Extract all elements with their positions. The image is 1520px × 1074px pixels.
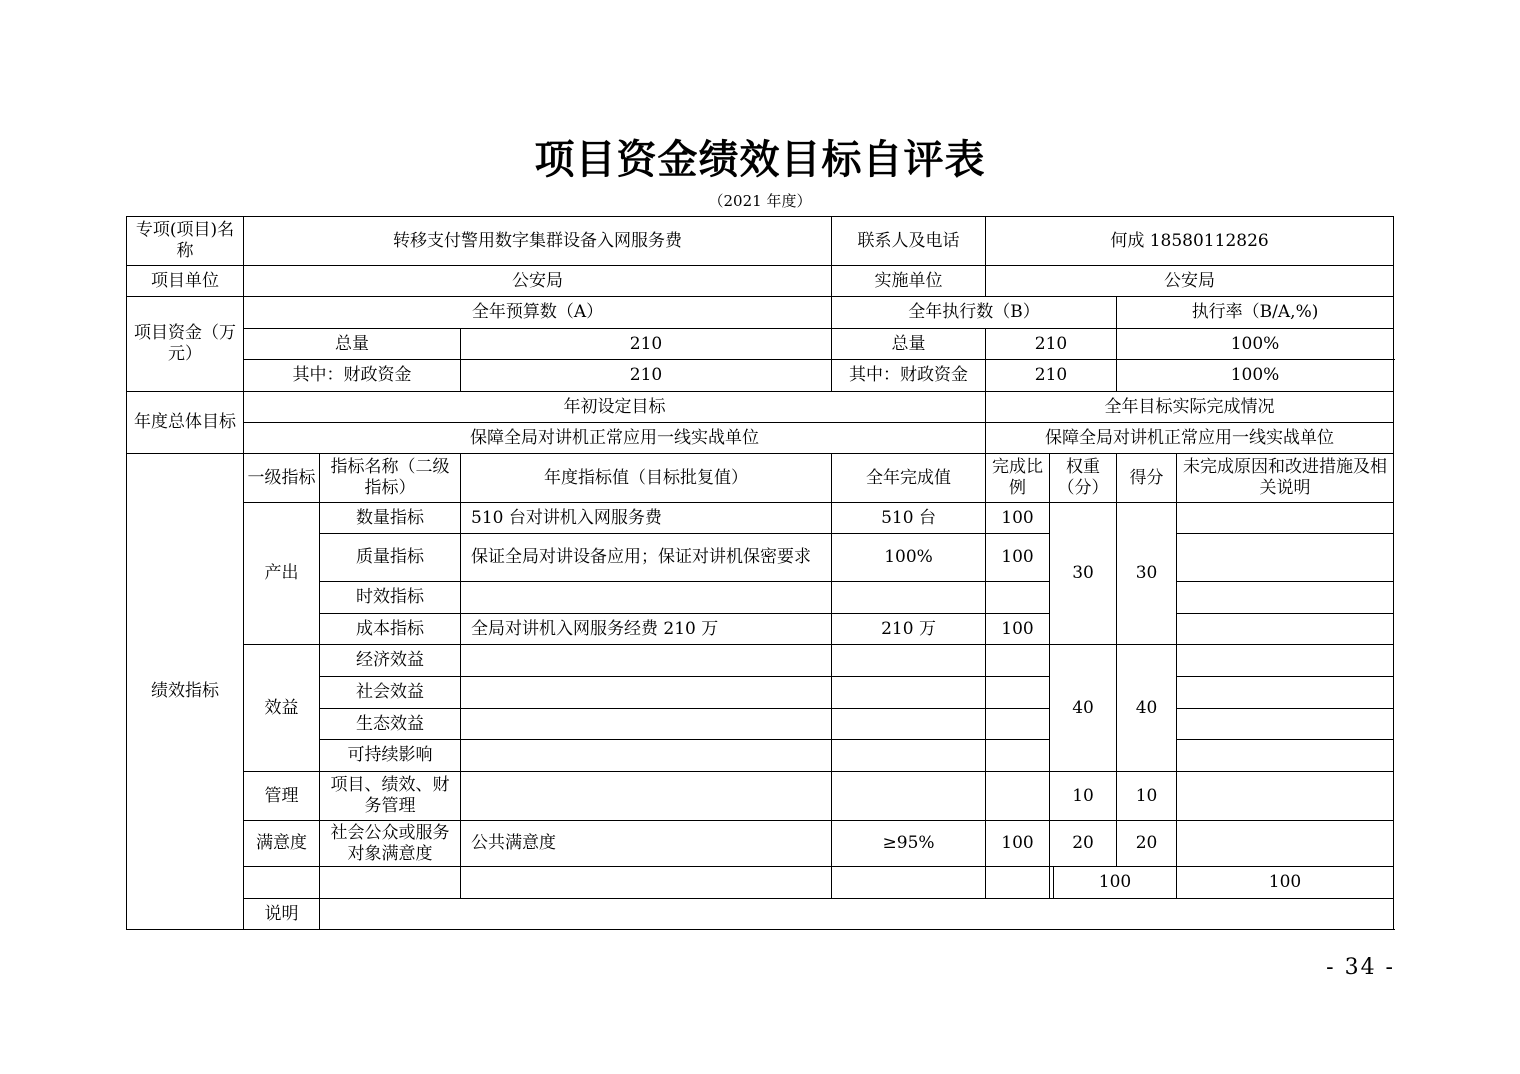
- rate-total-value: 100%: [1117, 329, 1394, 360]
- indicator-note: [1177, 582, 1394, 614]
- indicator-name: 社会效益: [320, 677, 461, 709]
- indicator-note: [1177, 645, 1394, 677]
- remark-value: [320, 899, 1394, 930]
- indicator-target: [461, 772, 832, 821]
- actual-header: 全年完成值: [832, 454, 986, 503]
- score-header: 得分: [1117, 454, 1177, 503]
- ratio-header: 完成比例: [986, 454, 1050, 503]
- page-number: - 34 -: [1326, 955, 1395, 980]
- indicator-note: [1177, 709, 1394, 740]
- management-score: 10: [1117, 772, 1177, 821]
- remark-label: 说明: [244, 899, 320, 930]
- indicator-actual: [832, 582, 986, 614]
- exec-total-value: 210: [986, 329, 1117, 360]
- funds-header-row: [127, 297, 1394, 329]
- table-row: [127, 821, 1394, 867]
- indicator-actual: [832, 740, 986, 772]
- total-row: [127, 867, 1394, 899]
- target-header: 年度指标值（目标批复值）: [461, 454, 832, 503]
- impl-unit-label: 实施单位: [832, 266, 986, 297]
- indicator-ratio: 100: [986, 614, 1050, 645]
- indicator-actual: [832, 645, 986, 677]
- indicator-actual: ≥95%: [832, 821, 986, 867]
- project-name-label: 专项(项目)名称: [127, 217, 244, 266]
- goal-actual-value: 保障全局对讲机正常应用一线实战单位: [986, 423, 1394, 454]
- indicator-target: [461, 582, 832, 614]
- management-weight: 10: [1050, 772, 1117, 821]
- budget-fiscal-label: 其中：财政资金: [244, 360, 461, 392]
- indicator-target: 保证全局对讲设备应用；保证对讲机保密要求: [461, 534, 832, 582]
- indicator-actual: [832, 772, 986, 821]
- satisfaction-weight: 20: [1050, 821, 1117, 867]
- goal-value-row: [127, 423, 1394, 454]
- budget-total-label: 总量: [244, 329, 461, 360]
- total-score: 100: [1177, 867, 1394, 899]
- indicator-target: [461, 709, 832, 740]
- indicator-ratio: [986, 677, 1050, 709]
- total-blank: [986, 867, 1050, 899]
- project-unit-value: 公安局: [244, 266, 832, 297]
- indicator-ratio: [986, 740, 1050, 772]
- indicator-target: [461, 645, 832, 677]
- output-score: 30: [1117, 503, 1177, 645]
- total-blank: [244, 867, 320, 899]
- indicator-note: [1177, 772, 1394, 821]
- indicator-ratio: [986, 772, 1050, 821]
- project-unit-row: [127, 266, 1394, 297]
- indicator-ratio: 100: [986, 821, 1050, 867]
- indicator-note: [1177, 503, 1394, 534]
- satisfaction-score: 20: [1117, 821, 1177, 867]
- benefit-label: 效益: [244, 645, 320, 772]
- total-blank: [320, 867, 461, 899]
- indicators-label: 绩效指标: [127, 454, 244, 930]
- indicator-actual: 100%: [832, 534, 986, 582]
- indicator-name: 可持续影响: [320, 740, 461, 772]
- indicator-note: [1177, 740, 1394, 772]
- form-year: （2021 年度）: [708, 192, 812, 210]
- contact-label: 联系人及电话: [832, 217, 986, 266]
- total-blank: [461, 867, 832, 899]
- indicator-ratio: 100: [986, 534, 1050, 582]
- benefit-score: 40: [1117, 645, 1177, 772]
- indicator-actual: 510 台: [832, 503, 986, 534]
- remark-row: [127, 899, 1394, 930]
- goal-header-row: [127, 392, 1394, 423]
- total-weight: 100: [1054, 867, 1177, 899]
- total-blank: [832, 867, 986, 899]
- indicator-name: 数量指标: [320, 503, 461, 534]
- exec-total-label: 总量: [832, 329, 986, 360]
- indicator-name: 生态效益: [320, 709, 461, 740]
- indicator-name: 项目、绩效、财务管理: [320, 772, 461, 821]
- indicator-ratio: [986, 582, 1050, 614]
- output-label: 产出: [244, 503, 320, 645]
- impl-unit-value: 公安局: [986, 266, 1394, 297]
- goal-label: 年度总体目标: [127, 392, 244, 454]
- funds-total-row: [127, 329, 1394, 360]
- funds-label: 项目资金（万元）: [127, 297, 244, 392]
- indicator-target: [461, 677, 832, 709]
- goal-set-header: 年初设定目标: [244, 392, 986, 423]
- indicator-name: 质量指标: [320, 534, 461, 582]
- rate-header: 执行率（B/A,%): [1117, 297, 1394, 329]
- table-row: [127, 772, 1394, 821]
- indicator-name: 社会公众或服务对象满意度: [320, 821, 461, 867]
- benefit-weight: 40: [1050, 645, 1117, 772]
- table-row: [127, 645, 1394, 677]
- goal-set-value: 保障全局对讲机正常应用一线实战单位: [244, 423, 986, 454]
- indicator-name-header: 指标名称（二级指标）: [320, 454, 461, 503]
- indicator-note: [1177, 677, 1394, 709]
- level1-header: 一级指标: [244, 454, 320, 503]
- project-name-value: 转移支付警用数字集群设备入网服务费: [244, 217, 832, 266]
- rate-fiscal-value: 100%: [1117, 360, 1394, 392]
- indicator-note: [1177, 614, 1394, 645]
- management-label: 管理: [244, 772, 320, 821]
- indicator-actual: [832, 709, 986, 740]
- indicator-actual: 210 万: [832, 614, 986, 645]
- form-title: 项目资金绩效目标自评表: [534, 136, 986, 183]
- exec-fiscal-value: 210: [986, 360, 1117, 392]
- indicator-header-row: [127, 454, 1394, 503]
- goal-actual-header: 全年目标实际完成情况: [986, 392, 1394, 423]
- budget-header: 全年预算数（A）: [244, 297, 832, 329]
- indicator-target: 公共满意度: [461, 821, 832, 867]
- evaluation-table: [126, 216, 1394, 930]
- indicator-note: [1177, 821, 1394, 867]
- table-row: [127, 503, 1394, 534]
- exec-fiscal-label: 其中：财政资金: [832, 360, 986, 392]
- indicator-ratio: [986, 645, 1050, 677]
- weight-header: 权重（分）: [1050, 454, 1117, 503]
- indicator-ratio: 100: [986, 503, 1050, 534]
- exec-header: 全年执行数（B）: [832, 297, 1117, 329]
- contact-value: 何成 18580112826: [986, 217, 1394, 266]
- indicator-target: 全局对讲机入网服务经费 210 万: [461, 614, 832, 645]
- indicator-name: 时效指标: [320, 582, 461, 614]
- note-header: 未完成原因和改进措施及相关说明: [1177, 454, 1394, 503]
- indicator-actual: [832, 677, 986, 709]
- indicator-note: [1177, 534, 1394, 582]
- indicator-name: 经济效益: [320, 645, 461, 677]
- satisfaction-label: 满意度: [244, 821, 320, 867]
- output-weight: 30: [1050, 503, 1117, 645]
- indicator-name: 成本指标: [320, 614, 461, 645]
- budget-total-value: 210: [461, 329, 832, 360]
- project-unit-label: 项目单位: [127, 266, 244, 297]
- indicator-target: 510 台对讲机入网服务费: [461, 503, 832, 534]
- indicator-ratio: [986, 709, 1050, 740]
- project-name-row: [127, 217, 1394, 266]
- funds-fiscal-row: [127, 360, 1394, 392]
- budget-fiscal-value: 210: [461, 360, 832, 392]
- indicator-target: [461, 740, 832, 772]
